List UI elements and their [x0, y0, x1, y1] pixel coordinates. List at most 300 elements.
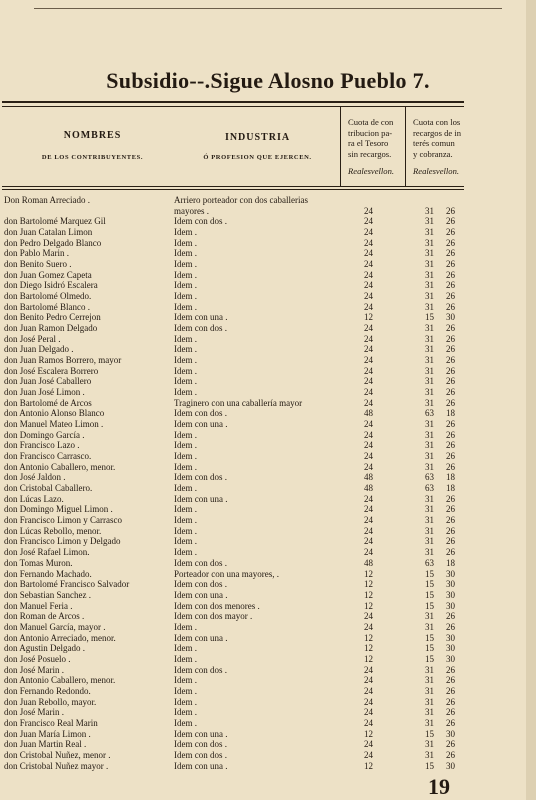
table-row — [0, 451, 536, 462]
industry-text: Idem con dos . — [174, 472, 227, 483]
quota-total-reales: 15 — [425, 600, 434, 611]
industry-text: Idem . — [174, 675, 197, 686]
quota-treasury: 24 — [364, 451, 373, 462]
industry-text: Porteador con una mayores, . — [174, 568, 279, 579]
quota-total-reales: 31 — [425, 237, 434, 248]
quota-total-reales: 63 — [425, 557, 434, 568]
contributor-name: don José Peral . — [4, 333, 61, 344]
industry-text: Idem . — [174, 621, 197, 632]
quota-treasury: 24 — [364, 685, 373, 696]
quota-total-reales: 31 — [425, 749, 434, 760]
header-bottom-rule — [2, 186, 464, 187]
quota-total-reales: 31 — [425, 269, 434, 280]
industry-text: Idem . — [174, 547, 197, 558]
table-row — [0, 569, 536, 580]
contributor-name: don Cristobal Nuñez, menor . — [4, 749, 111, 760]
quota-treasury: 24 — [364, 525, 373, 536]
quota-treasury: 24 — [364, 739, 373, 750]
contributor-name: don Fernando Redondo. — [4, 685, 91, 696]
table-row — [0, 729, 536, 740]
industry-text: Idem con dos . — [174, 664, 227, 675]
quota-total-reales: 31 — [425, 493, 434, 504]
industry-text: Idem . — [174, 515, 197, 526]
contributor-name: don Juan Gomez Capeta — [4, 269, 92, 280]
industry-text: Idem con dos mayor . — [174, 611, 253, 622]
quota-treasury: 12 — [364, 579, 373, 590]
table-row — [0, 206, 536, 217]
header-cuota-line: Cuota con los — [413, 117, 461, 127]
quota-total-reales: 31 — [425, 440, 434, 451]
quota-total-reales: 31 — [425, 227, 434, 237]
contributor-name: don Bartolomé de Arcos — [4, 397, 92, 408]
quota-total-reales: 15 — [425, 579, 434, 590]
industry-text: Idem . — [174, 696, 197, 707]
quota-total-reales: 31 — [425, 696, 434, 707]
table-row — [0, 227, 536, 238]
quota-treasury: 12 — [364, 589, 373, 600]
quota-total-reales: 15 — [425, 568, 434, 579]
quota-treasury: 12 — [364, 312, 373, 323]
industry-text: Idem con una . — [174, 493, 228, 504]
quota-treasury: 24 — [364, 429, 373, 440]
quota-total-fraction: 26 — [446, 515, 455, 526]
quota-total-reales: 31 — [425, 387, 434, 398]
quota-treasury: 24 — [364, 707, 373, 718]
quota-treasury: 24 — [364, 717, 373, 728]
industry-text: Idem con una . — [174, 728, 228, 739]
table-row — [0, 579, 536, 590]
contributor-name: don José Marin . — [4, 664, 64, 675]
contributor-name: don Francisco Carrasco. — [4, 451, 92, 462]
table-row — [0, 665, 536, 676]
contributor-name: don Bartolomé Francisco Salvador — [4, 579, 130, 590]
header-cuota-line: terés comun — [413, 138, 455, 148]
header-cuota-unit: Realesvellon. — [348, 166, 395, 176]
contributor-name: don Juan María Limon . — [4, 728, 91, 739]
quota-total-fraction: 30 — [446, 728, 455, 739]
table-row — [0, 526, 536, 537]
quota-total-reales: 63 — [425, 483, 434, 494]
table-row — [0, 376, 536, 387]
header-cuota-line: Cuota de con — [348, 117, 394, 127]
quota-treasury: 12 — [364, 600, 373, 611]
quota-treasury: 48 — [364, 408, 373, 419]
industry-text: Idem . — [174, 280, 197, 291]
quota-total-reales: 31 — [425, 259, 434, 269]
quota-treasury: 24 — [364, 291, 373, 301]
table-row — [0, 291, 536, 302]
header-cuota-line: recargos de in — [413, 127, 462, 138]
contributor-name: don José Escalera Borrero — [4, 365, 99, 376]
quota-total-reales: 31 — [425, 664, 434, 675]
quota-total-fraction: 26 — [446, 429, 455, 440]
table-row — [0, 761, 536, 772]
quota-total-fraction: 30 — [446, 632, 455, 643]
table-row — [0, 398, 536, 409]
quota-treasury: 24 — [364, 536, 373, 547]
industry-text: Idem . — [174, 291, 197, 301]
table-row — [0, 697, 536, 708]
contributor-name: don José Rafael Limon. — [4, 547, 90, 558]
quota-treasury: 24 — [364, 611, 373, 622]
industry-text: Idem . — [174, 248, 197, 259]
table-row — [0, 312, 536, 323]
quota-total-reales: 15 — [425, 760, 434, 771]
table-row — [0, 334, 536, 345]
table-row — [0, 195, 536, 206]
quota-total-fraction: 26 — [446, 387, 455, 398]
quota-total-reales: 31 — [425, 365, 434, 376]
quota-treasury: 12 — [364, 653, 373, 664]
quota-treasury: 48 — [364, 483, 373, 494]
contributor-name: don Manuel García, mayor . — [4, 621, 106, 632]
quota-total-reales: 31 — [425, 323, 434, 333]
table-row — [0, 686, 536, 697]
quota-total-fraction: 30 — [446, 760, 455, 771]
quota-total-reales: 31 — [425, 248, 434, 259]
header-cuota-unit: Realesvellon. — [413, 166, 460, 176]
table-row — [0, 536, 536, 547]
quota-treasury: 24 — [364, 621, 373, 632]
contributor-name: don Bartolomé Blanco . — [4, 301, 90, 312]
industry-text: Idem . — [174, 387, 197, 398]
header-top-rule-thin — [2, 106, 464, 107]
quota-total-fraction: 18 — [446, 408, 455, 419]
quota-total-reales: 63 — [425, 408, 434, 419]
contributor-name: don Benito Pedro Cerrejon — [4, 312, 101, 323]
quota-treasury: 24 — [364, 696, 373, 707]
quota-treasury: 24 — [364, 280, 373, 291]
industry-text: Idem con una . — [174, 760, 228, 771]
table-row — [0, 633, 536, 644]
quota-treasury: 24 — [364, 323, 373, 333]
industry-text: Idem . — [174, 269, 197, 280]
table-row — [0, 430, 536, 441]
contributor-name: don Cristobal Nuñez mayor . — [4, 760, 109, 771]
table-row — [0, 622, 536, 633]
industry-text: Idem con dos . — [174, 739, 227, 750]
industry-text: Idem con dos . — [174, 749, 227, 760]
quota-total-fraction: 18 — [446, 557, 455, 568]
contributor-name: don Juan Rebollo, mayor. — [4, 696, 97, 707]
table-row — [0, 590, 536, 601]
contributor-name: don Juan José Limon . — [4, 387, 85, 398]
quota-total-reales: 31 — [425, 685, 434, 696]
industry-text: Idem . — [174, 355, 197, 366]
quota-total-reales: 15 — [425, 643, 434, 654]
quota-total-reales: 31 — [425, 525, 434, 536]
quota-total-reales: 15 — [425, 728, 434, 739]
quota-treasury: 12 — [364, 568, 373, 579]
table-row — [0, 302, 536, 313]
page-title: Subsidio--.Sigue Alosno Pueblo 7. — [106, 68, 430, 93]
contributor-name: don Sebastian Sanchez . — [4, 589, 91, 600]
table-row — [0, 216, 536, 227]
table-row — [0, 739, 536, 750]
quota-total-reales: 31 — [425, 504, 434, 515]
quota-treasury: 24 — [364, 205, 373, 216]
table-row — [0, 323, 536, 334]
quota-treasury: 24 — [364, 440, 373, 451]
quota-total-fraction: 30 — [446, 653, 455, 664]
industry-text: Idem . — [174, 717, 197, 728]
industry-text: Idem . — [174, 451, 197, 462]
table-row — [0, 718, 536, 729]
quota-total-reales: 31 — [425, 621, 434, 632]
quota-treasury: 24 — [364, 355, 373, 366]
contributor-name: don Juan Martin Real . — [4, 739, 87, 750]
contributor-name: don Antonio Alonso Blanco — [4, 408, 105, 419]
quota-total-fraction: 26 — [446, 301, 455, 312]
quota-treasury: 24 — [364, 259, 373, 269]
industry-text: Idem . — [174, 483, 197, 494]
industry-text: Idem . — [174, 365, 197, 376]
quota-total-reales: 31 — [425, 280, 434, 291]
contributor-name: don Bartolomé Marquez Gil — [4, 216, 106, 227]
table-row — [0, 601, 536, 612]
industry-text: Idem con dos . — [174, 216, 227, 227]
table-row — [0, 483, 536, 494]
quota-total-reales: 15 — [425, 653, 434, 664]
quota-treasury: 24 — [364, 344, 373, 355]
contributor-name: don Roman de Arcos . — [4, 611, 85, 622]
table-row — [0, 494, 536, 505]
quota-treasury: 24 — [364, 333, 373, 344]
quota-total-reales: 31 — [425, 355, 434, 366]
quota-total-fraction: 26 — [446, 739, 455, 750]
quota-total-fraction: 26 — [446, 504, 455, 515]
contributor-name: don José Jaldon . — [4, 472, 66, 483]
quota-total-fraction: 26 — [446, 525, 455, 536]
quota-total-fraction: 30 — [446, 643, 455, 654]
quota-treasury: 12 — [364, 632, 373, 643]
table-row — [0, 248, 536, 259]
contributor-name: don Juan Ramon Delgado — [4, 323, 98, 333]
quota-total-fraction: 26 — [446, 675, 455, 686]
table-row — [0, 472, 536, 483]
table-row — [0, 440, 536, 451]
header-top-rule — [2, 101, 464, 103]
quota-total-reales: 31 — [425, 344, 434, 355]
quota-total-reales: 31 — [425, 536, 434, 547]
contributor-name: don Agustin Delgado . — [4, 643, 85, 654]
contributor-name: don Juan Delgado . — [4, 344, 74, 355]
quota-total-reales: 31 — [425, 611, 434, 622]
contributor-name: don Bartolomé Olmedo. — [4, 291, 92, 301]
table-row — [0, 355, 536, 366]
industry-text: Idem con una . — [174, 589, 228, 600]
industry-text: Idem . — [174, 504, 197, 515]
table-row — [0, 654, 536, 665]
header-bottom-rule-thin — [2, 189, 464, 190]
industry-text: Idem con una . — [174, 312, 228, 323]
industry-text: Idem . — [174, 301, 197, 312]
industry-text: Idem . — [174, 461, 197, 472]
quota-treasury: 24 — [364, 301, 373, 312]
quota-treasury: 24 — [364, 675, 373, 686]
quota-total-reales: 31 — [425, 333, 434, 344]
contributor-name: don Lúcas Lazo. — [4, 493, 64, 504]
quota-total-fraction: 26 — [446, 333, 455, 344]
industry-text: Idem . — [174, 440, 197, 451]
quota-total-fraction: 26 — [446, 205, 455, 216]
quota-treasury: 24 — [364, 237, 373, 248]
table-row — [0, 419, 536, 430]
industry-text: Idem . — [174, 259, 197, 269]
quota-total-fraction: 26 — [446, 227, 455, 237]
quota-total-fraction: 26 — [446, 248, 455, 259]
quota-total-fraction: 26 — [446, 536, 455, 547]
quota-treasury: 12 — [364, 643, 373, 654]
header-cuota-recargos — [413, 117, 467, 159]
table-row — [0, 259, 536, 270]
table-row — [0, 643, 536, 654]
quota-total-reales: 15 — [425, 589, 434, 600]
quota-total-fraction: 26 — [446, 685, 455, 696]
contributor-name: don Antonio Arreciado, menor. — [4, 632, 116, 643]
contributor-name: don Antonio Caballero, menor. — [4, 461, 116, 472]
quota-treasury: 24 — [364, 216, 373, 227]
industry-text: Idem . — [174, 429, 197, 440]
quota-total-reales: 31 — [425, 205, 434, 216]
column-divider — [340, 106, 341, 186]
quota-total-reales: 31 — [425, 707, 434, 718]
quota-total-fraction: 30 — [446, 312, 455, 323]
industry-text: Idem . — [174, 536, 197, 547]
contributor-name: don Manuel Mateo Limon . — [4, 419, 104, 430]
header-cuota-tesoro — [348, 117, 406, 159]
quota-total-fraction: 26 — [446, 547, 455, 558]
industry-text: Idem con una . — [174, 632, 228, 643]
table-row — [0, 408, 536, 419]
quota-treasury: 48 — [364, 472, 373, 483]
quota-total-fraction: 26 — [446, 440, 455, 451]
industry-text: Idem . — [174, 376, 197, 387]
table-row — [0, 515, 536, 526]
quota-treasury: 24 — [364, 664, 373, 675]
industry-text: Idem . — [174, 653, 197, 664]
table-row — [0, 611, 536, 622]
contributor-name: don Juan Catalan Limon — [4, 227, 93, 237]
contributor-name: don José Marin . — [4, 707, 64, 718]
quota-total-fraction: 26 — [446, 269, 455, 280]
contributor-name: don Tomas Muron. — [4, 557, 73, 568]
industry-text: Idem . — [174, 707, 197, 718]
contributor-name: Don Roman Arreciado . — [4, 195, 90, 205]
quota-treasury: 24 — [364, 461, 373, 472]
industry-text: Idem con dos . — [174, 579, 227, 590]
quota-total-fraction: 26 — [446, 365, 455, 376]
quota-treasury: 24 — [364, 387, 373, 398]
table-row — [0, 547, 536, 558]
quota-treasury: 24 — [364, 547, 373, 558]
quota-total-fraction: 18 — [446, 483, 455, 494]
quota-total-fraction: 30 — [446, 600, 455, 611]
quota-treasury: 24 — [364, 515, 373, 526]
quota-total-fraction: 26 — [446, 461, 455, 472]
quota-total-fraction: 26 — [446, 419, 455, 430]
quota-total-fraction: 26 — [446, 493, 455, 504]
quota-total-reales: 31 — [425, 397, 434, 408]
page-number: 19 — [428, 774, 450, 799]
quota-total-fraction: 26 — [446, 664, 455, 675]
contributor-name: don Lúcas Rebollo, menor. — [4, 525, 102, 536]
industry-text: Idem con una . — [174, 419, 228, 430]
quota-total-fraction: 30 — [446, 579, 455, 590]
contributor-name: don Pablo Marin . — [4, 248, 69, 259]
table-row — [0, 280, 536, 291]
table-row — [0, 238, 536, 249]
header-cuota-line: sin recargos. — [348, 148, 392, 159]
quota-total-reales: 15 — [425, 312, 434, 323]
quota-total-fraction: 26 — [446, 291, 455, 301]
industry-text: Idem . — [174, 643, 197, 654]
quota-treasury: 24 — [364, 248, 373, 259]
quota-total-fraction: 26 — [446, 259, 455, 269]
quota-total-fraction: 18 — [446, 472, 455, 483]
quota-treasury: 24 — [364, 269, 373, 280]
quota-total-reales: 31 — [425, 675, 434, 686]
quota-total-fraction: 26 — [446, 611, 455, 622]
quota-total-fraction: 26 — [446, 696, 455, 707]
contributor-name: don Francisco Real Marin — [4, 717, 98, 728]
contributor-name: don Cristobal Caballero. — [4, 483, 93, 494]
quota-treasury: 12 — [364, 728, 373, 739]
contributor-name: don Benito Suero . — [4, 259, 72, 269]
quota-total-reales: 31 — [425, 547, 434, 558]
industry-text: Idem . — [174, 227, 197, 237]
header-industria-sub: Ó PROFESION QUE EJERCEN. — [203, 154, 312, 161]
quota-total-fraction: 26 — [446, 237, 455, 248]
contributor-name: don Juan José Caballero — [4, 376, 92, 387]
quota-total-fraction: 30 — [446, 568, 455, 579]
quota-total-fraction: 26 — [446, 376, 455, 387]
table-row — [0, 504, 536, 515]
quota-total-reales: 31 — [425, 429, 434, 440]
quota-total-reales: 31 — [425, 376, 434, 387]
quota-treasury: 24 — [364, 504, 373, 515]
industry-text: Idem con dos . — [174, 323, 227, 333]
contributor-name: don Pedro Delgado Blanco — [4, 237, 102, 248]
quota-total-fraction: 26 — [446, 323, 455, 333]
quota-total-fraction: 26 — [446, 451, 455, 462]
quota-treasury: 24 — [364, 227, 373, 237]
quota-total-reales: 63 — [425, 472, 434, 483]
contributor-name: don Domingo Miguel Limon . — [4, 504, 113, 515]
quota-total-fraction: 26 — [446, 707, 455, 718]
quota-total-fraction: 26 — [446, 397, 455, 408]
contributor-name: don Juan Ramos Borrero, mayor — [4, 355, 122, 366]
quota-total-fraction: 26 — [446, 355, 455, 366]
quota-total-reales: 31 — [425, 461, 434, 472]
contributor-name: don Francisco Limon y Delgado — [4, 536, 121, 547]
quota-treasury: 12 — [364, 760, 373, 771]
quota-treasury: 24 — [364, 397, 373, 408]
table-row — [0, 558, 536, 569]
header-nombres-sub: DE LOS CONTRIBUYENTES. — [41, 154, 144, 161]
contributor-name: don Antonio Caballero, menor. — [4, 675, 116, 686]
quota-total-reales: 31 — [425, 451, 434, 462]
industry-text: Idem con dos menores . — [174, 600, 260, 611]
contributor-name: don Francisco Lazo . — [4, 440, 80, 451]
industry-text: Idem . — [174, 333, 197, 344]
top-rule — [34, 8, 502, 9]
header-nombres: NOMBRES — [63, 130, 122, 141]
quota-total-fraction: 26 — [446, 749, 455, 760]
industry-text: Idem . — [174, 685, 197, 696]
quota-total-fraction: 26 — [446, 621, 455, 632]
table-row — [0, 387, 536, 398]
